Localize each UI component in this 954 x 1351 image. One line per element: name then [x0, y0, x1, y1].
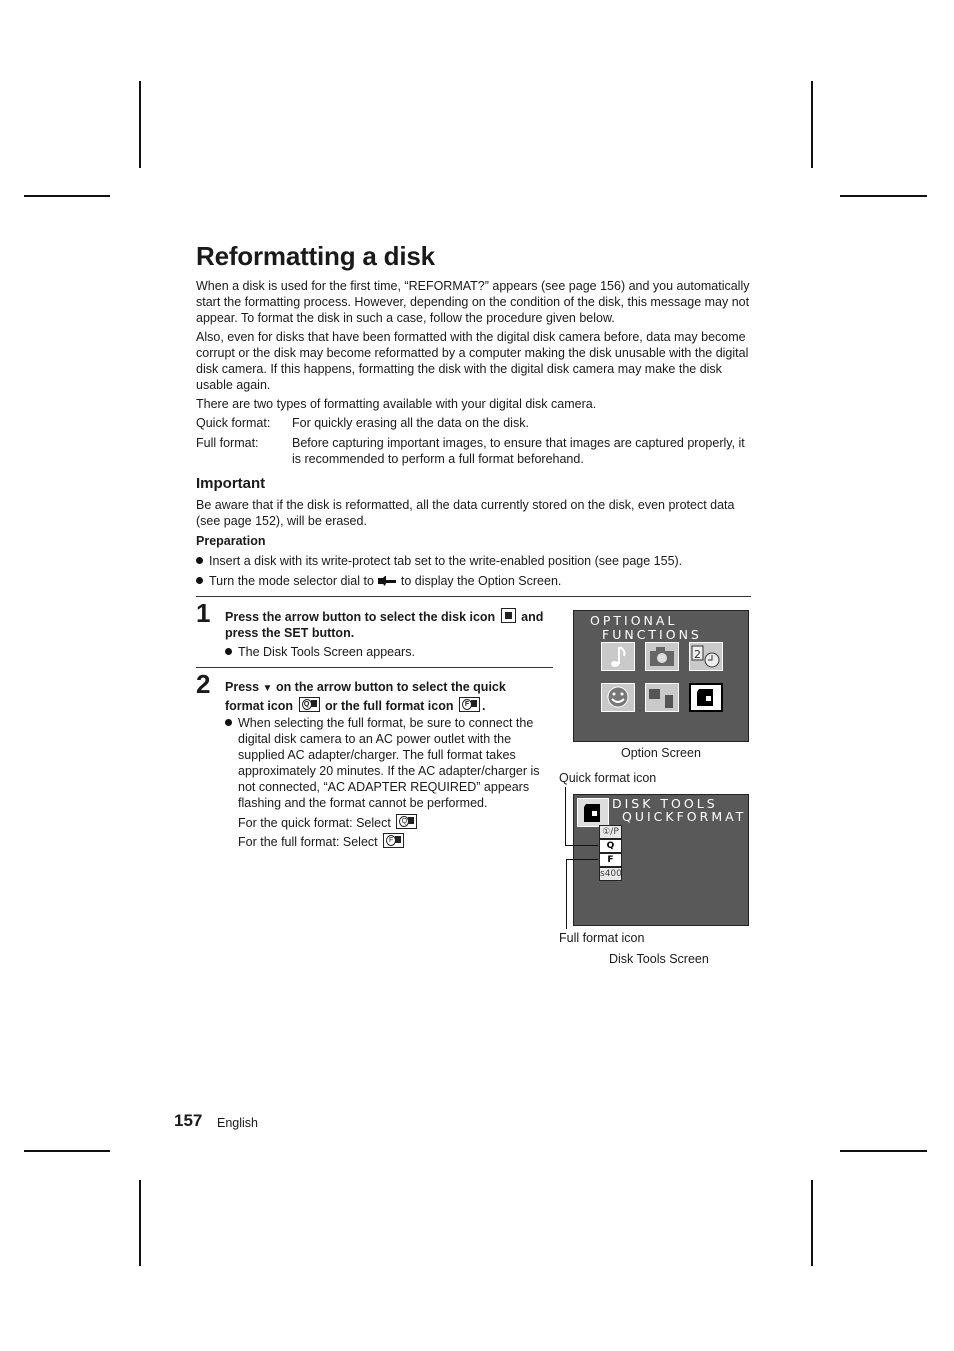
disk-tools-title: DISK TOOLS [612, 796, 718, 811]
quick-format-icon: Q [396, 814, 417, 829]
folder-icon [645, 683, 679, 712]
step2-instruction: Press ▼ on the arrow button to select the quick format icon Q or the full format icon F . [225, 680, 506, 713]
step2-bullet: When selecting the full format, be sure to connect the digital disk camera to an AC power outlet with the supplied AC adapter/charger. The full format takes approximately 20 minutes. If the AC adapter/charger is not connected, “AC ADAPTER REQUIRED” appears flashing and the format cannot be performed. [238, 716, 540, 810]
full-format-desc: Before capturing important images, to ensure that images are captured properly, it is recommended to perform a full format beforehand. [292, 436, 745, 466]
preparation-heading: Preparation [196, 534, 266, 548]
intro-paragraph: Also, even for disks that have been formatted with the digital disk camera before, data may become corrupt or the disk may become reformatted by a computer making the disk unusable with the digital disk camera. If this happens, formatting the disk with the digital disk camera may make the disk usable again. [196, 330, 749, 392]
disk-icon [689, 683, 723, 712]
camera-icon [645, 642, 679, 671]
down-arrow-icon: ▼ [262, 683, 273, 694]
intro-paragraph: There are two types of formatting available with your digital disk camera. [196, 397, 597, 411]
full-select-line: For the full format: Select F [238, 833, 550, 850]
crop-mark [139, 81, 141, 168]
step-number: 1 [196, 598, 211, 628]
crop-mark [840, 1150, 927, 1152]
full-format-icon: F [459, 697, 480, 712]
disk-tools-screen [573, 794, 749, 926]
crop-mark [24, 195, 110, 197]
page-title: Reformatting a disk [196, 241, 435, 271]
preparation-bullet: Insert a disk with its write-protect tab set to the write-enabled position (see page 155). [196, 553, 682, 569]
clock-digit: 2 [694, 648, 701, 661]
full-format-icon: F [599, 853, 622, 867]
option-screen-title: OPTIONAL [590, 613, 678, 628]
step1-bullet: The Disk Tools Screen appears. [225, 644, 415, 660]
option-screen-title: FUNCTIONS [602, 627, 702, 642]
wrench-icon [377, 576, 397, 586]
leader-line [566, 859, 567, 929]
language-label: English [217, 1116, 258, 1130]
leader-line [565, 845, 598, 846]
crop-mark [811, 1180, 813, 1266]
bullet-icon [196, 577, 203, 584]
bullet-icon [225, 648, 232, 655]
disk-tools-subtitle: QUICKFORMAT [622, 809, 747, 824]
option-screen-caption: Option Screen [621, 746, 701, 760]
disk-tools-caption: Disk Tools Screen [609, 952, 709, 966]
crop-mark [24, 1150, 110, 1152]
full-format-icon: F [383, 833, 404, 848]
full-format-label: Full format icon [559, 931, 645, 945]
bullet-icon [225, 719, 232, 726]
step1-instruction: Press the arrow button to select the disk icon and press the SET button. [225, 610, 544, 640]
preparation-bullet: Turn the mode selector dial to to display the Option Screen. [196, 573, 561, 589]
full-format-label: Full format: [196, 436, 259, 450]
crop-mark [840, 195, 927, 197]
crop-mark [811, 81, 813, 168]
quick-format-label: Quick format: [196, 416, 271, 430]
disk-icon [577, 798, 609, 827]
quick-format-label: Quick format icon [559, 771, 657, 785]
leader-line [565, 787, 566, 845]
option-screen [573, 610, 749, 742]
divider [196, 596, 751, 597]
disk-icon [501, 608, 516, 623]
quick-select-line: For the quick format: Select Q [238, 814, 550, 831]
quick-format-icon: Q [599, 839, 622, 853]
step-number: 2 [196, 669, 211, 699]
menu-item: ①/P [599, 825, 622, 839]
quick-format-icon: Q [299, 697, 320, 712]
menu-item: s400 [600, 869, 622, 879]
important-text: Be aware that if the disk is reformatted, all the data currently stored on the disk, even protect data (see page 152), will be erased. [196, 498, 735, 528]
leader-line [566, 859, 598, 860]
divider [196, 667, 553, 668]
music-icon [601, 642, 635, 671]
bullet-icon-holder [225, 715, 238, 731]
page-number: 157 [174, 1111, 203, 1130]
smiley-icon [601, 683, 635, 712]
crop-mark [139, 1180, 141, 1266]
quick-format-desc: For quickly erasing all the data on the disk. [292, 416, 529, 430]
bullet-icon [196, 557, 203, 564]
clock-icon [689, 642, 723, 671]
important-heading: Important [196, 475, 266, 492]
intro-paragraph: When a disk is used for the first time, “REFORMAT?” appears (see page 156) and you automatically start the formatting process. However, depending on the condition of the disk, this message may not appear. To format the disk in such a case, follow the procedure given below. [196, 279, 750, 325]
